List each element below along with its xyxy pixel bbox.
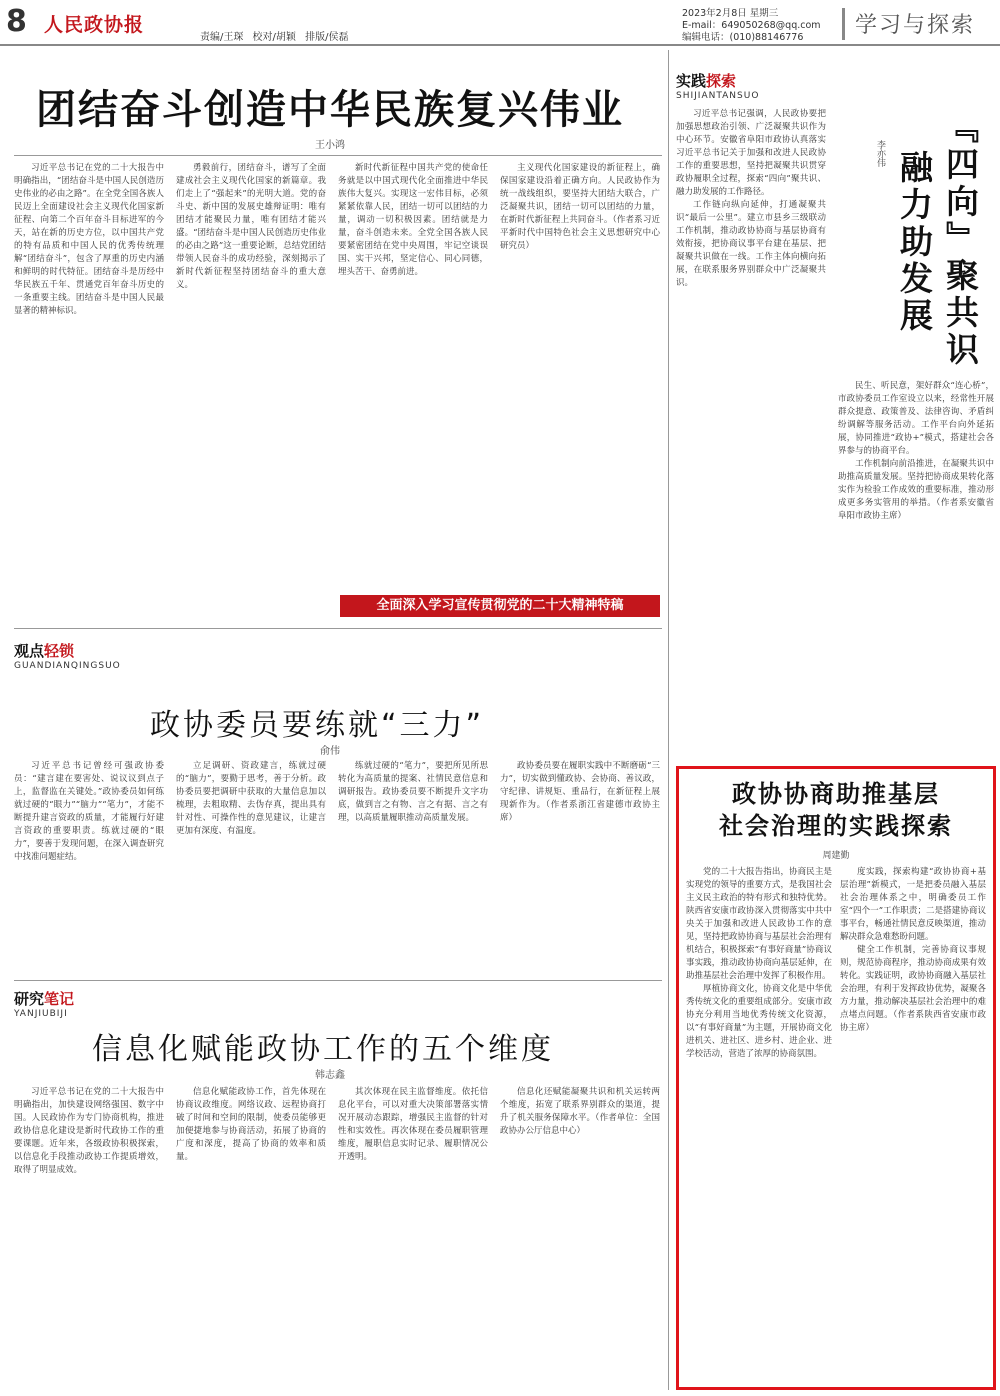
lead-paragraph: 习近平总书记在党的二十大报告中明确指出，“团结奋斗是中国人民创造历史伟业的必由之路”。在全党全国各族人民迈上全面建设社会主义现代化国家新征程、向第二个百年奋斗目标进军的今天，站在新的历史方位，以中国共产党的特有品质和中国人民的优秀传统理解“团结奋斗”，包含了厚重的历史内涵和鲜明的时代特征。团结奋斗是历经中华民族五千年、贯通党百年奋斗历史的一条重要主线。团结奋斗是中国人民最显著的精神标识。 bbox=[14, 163, 164, 316]
yanjiu-kicker bbox=[14, 988, 74, 1019]
page-number: 8 bbox=[6, 4, 27, 39]
featured-paragraph: 度实践，探索构建“政协协商+基层治理”新模式，一是把委员融入基层社会治理体系之中，明确委员工作室“四个一”工作职责；二是搭建协商议事平台，畅通社情民意反映渠道，推动解决群众急难愁盼问题。 bbox=[840, 867, 986, 942]
yanjiu-paragraph: 信息化赋能政协工作，首先体现在协商议政维度。网络议政、远程协商打破了时间和空间的限制，使委员能够更加便捷地参与协商活动，拓展了协商的广度和深度，提高了协商的效率和质量。 bbox=[176, 1087, 326, 1162]
yanjiu-byline: 韩志鑫 bbox=[315, 1070, 345, 1081]
guandian-column-1 bbox=[14, 760, 164, 970]
issue-date: 2023年2月8日 星期三 bbox=[682, 8, 779, 19]
featured-headline bbox=[686, 778, 986, 842]
kicker-prefix: 实践 bbox=[676, 72, 707, 90]
yanjiu-column-3 bbox=[338, 1086, 488, 1388]
lead-column-4 bbox=[500, 162, 660, 587]
yanjiu-paragraph: 其次体现在民主监督维度。依托信息化平台，可以对重大决策部署落实情况开展动态跟踪，增强民主监督的针对性和实效性。再次体现在委员履职管理维度，履职信息实时记录、履职情况公开透明。 bbox=[338, 1087, 488, 1162]
shijian-paragraph: 民生、听民意，架好群众“连心桥”，市政协委员工作室设立以来，经常性开展群众提意、政策普及、法律咨询、矛盾纠纷调解等服务活动。工作平台向外延拓展，协同推进“政协+”模式，搭建社会各界参与的协商平台。 bbox=[838, 381, 994, 456]
phone: 编辑电话：(010)88146776 bbox=[682, 32, 804, 43]
kicker-suffix: 轻锁 bbox=[44, 642, 75, 660]
lead-byline: 王小鸿 bbox=[315, 140, 345, 151]
lead-paragraph: 主义现代化国家建设的新征程上，确保国家建设沿着正确方向。人民政协作为统一战线组织，要坚持大团结大联合，广泛凝聚共识，团结一切可以团结的力量，在新时代新征程上共同奋斗。（作者系习近平新时代中国特色社会主义思想研究中心研究员） bbox=[500, 163, 660, 251]
shijian-column-1 bbox=[676, 108, 826, 748]
lead-rule bbox=[14, 155, 662, 156]
guandian-column-3 bbox=[338, 760, 488, 970]
lead-column-2 bbox=[176, 162, 326, 632]
guandian-column-4 bbox=[500, 760, 660, 970]
featured-byline: 周建勤 bbox=[822, 851, 850, 861]
featured-paragraph: 健全工作机制，完善协商议事规则，规范协商程序，推动协商成果有效转化。实践证明，政协协商融入基层社会治理，有利于发挥政协优势，凝聚各方力量，推动解决基层社会治理中的难点堵点问题。（作者系陕西省安康市政协主席） bbox=[840, 945, 986, 1033]
section-title: 学习与探索 bbox=[842, 8, 1000, 40]
shijian-paragraph: 习近平总书记强调，人民政协要把加强思想政治引领、广泛凝聚共识作为中心环节。安徽省阜阳市政协认真落实习近平总书记关于加强和改进人民政协工作的重要思想，坚持把凝聚共识贯穿政协履职全过程，探索“四向”聚共识、融力助发展的工作路径。 bbox=[676, 109, 826, 197]
kicker-prefix: 观点 bbox=[14, 642, 45, 660]
editors-line: 责编/王琛 校对/胡颖 排版/侯磊 bbox=[200, 32, 349, 43]
masthead-rule bbox=[0, 44, 1000, 46]
kicker-pinyin: SHIJIANTANSUO bbox=[676, 91, 760, 101]
featured-column-1 bbox=[686, 866, 832, 1384]
lead-paragraph: 勇毅前行，团结奋斗，谱写了全面建成社会主义现代化国家的新篇章。我们走上了“强起来”的光明大道。党的奋斗史、新中国的发展史雄辩证明：唯有团结才能聚民力量，唯有团结才能兴盛。“团结奋斗是中国人民创造历史伟业的必由之路”这一重要论断，总结党团结带领人民奋斗的成功经验，深刻揭示了新时代新征程坚持团结奋斗的重大意义。 bbox=[176, 163, 326, 290]
yanjiu-paragraph: 信息化还赋能凝聚共识和机关运转两个维度，拓宽了联系界别群众的渠道，提升了机关服务保障水平。（作者单位：全国政协办公厅信息中心） bbox=[500, 1087, 660, 1136]
guandian-paragraph: 立足调研、资政建言，练就过硬的“脑力”，要勤于思考，善于分析。政协委员要把调研中获取的大量信息加以梳理，去粗取精、去伪存真，提出具有针对性、可操作性的意见建议，让建言更加有深度、有温度。 bbox=[176, 761, 326, 836]
kicker-pinyin: YANJIUBIJI bbox=[14, 1009, 68, 1019]
email: E-mail：649050268@qq.com bbox=[682, 20, 821, 31]
featured-paragraph: 厚植协商文化，协商文化是中华优秀传统文化的重要组成部分。安康市政协充分利用当地优秀传统文化资源，以“有事好商量”为主题，开展协商文化进机关、进社区、进乡村、进企业、进学校活动，营造了浓厚的协商氛围。 bbox=[686, 984, 832, 1059]
yanjiu-headline: 信息化赋能政协工作的五个维度 bbox=[92, 1032, 554, 1067]
yanjiu-column-2 bbox=[176, 1086, 326, 1388]
lead-column-1 bbox=[14, 162, 164, 632]
masthead bbox=[0, 0, 1000, 44]
guandian-column-2 bbox=[176, 760, 326, 970]
shijian-title-line-2: 融力助发展 bbox=[895, 150, 934, 335]
section-rule bbox=[14, 628, 662, 629]
kicker-prefix: 研究 bbox=[14, 990, 45, 1008]
yanjiu-paragraph: 习近平总书记在党的二十大报告中明确指出，加快建设网络强国、数字中国。人民政协作为专门协商机构，推进政协信息化建设是新时代政协工作的重要课题。近年来，各级政协积极探索，以信息化手段推动政协工作提质增效，取得了明显成效。 bbox=[14, 1087, 164, 1175]
guandian-paragraph: 政协委员要在履职实践中不断磨砺“三力”，切实做到懂政协、会协商、善议政，守纪律、讲规矩、重品行，在新征程上展现新作为。（作者系浙江省建德市政协主席） bbox=[500, 761, 660, 823]
shijian-byline: 李亦伟 bbox=[875, 140, 885, 167]
yanjiu-column-1 bbox=[14, 1086, 164, 1388]
shijian-paragraph: 工作链向纵向延伸，打通凝聚共识“最后一公里”。建立市县乡三级联动工作机制，推动政协协商与基层协商有效衔接，把协商议事平台建在基层、把凝聚共识做在一线。工作主体向横向拓展，在联系服务界别群众中广泛凝聚共识。 bbox=[676, 200, 826, 288]
featured-headline-line-2: 社会治理的实践探索 bbox=[719, 811, 953, 840]
kicker-suffix: 探索 bbox=[706, 72, 737, 90]
kicker-suffix: 笔记 bbox=[44, 990, 75, 1008]
lead-paragraph: 新时代新征程中国共产党的使命任务就是以中国式现代化全面推进中华民族伟大复兴。实现这一宏伟目标，必须紧紧依靠人民，团结一切可以团结的力量，调动一切积极因素。团结就是力量，奋斗创造未来。全党全国各族人民要紧密团结在党中央周围，牢记空谈误国、实干兴邦，坚定信心、同心同德，埋头苦干、奋勇前进。 bbox=[338, 163, 488, 277]
featured-paragraph: 党的二十大报告指出，协商民主是实现党的领导的重要方式，是我国社会主义民主政治的特有形式和独特优势。陕西省安康市政协深入贯彻落实中共中央关于加强和改进人民政协工作的意见，坚持把政协协商与基层社会治理有机结合，积极探索“有事好商量”协商议事实践，推动政协协商向基层延伸，在助推基层社会治理中发挥了积极作用。 bbox=[686, 867, 832, 981]
newspaper-logo: 人民政协报 bbox=[44, 14, 145, 36]
special-banner: 全面深入学习宣传贯彻党的二十大精神特稿 bbox=[340, 595, 660, 617]
featured-column-2 bbox=[840, 866, 986, 1384]
guandian-headline: 政协委员要练就“三力” bbox=[150, 708, 485, 743]
guandian-paragraph: 习近平总书记曾经可强政协委员：“建言建在要害处、说议议到点子上，监督监在关键处。”政协委员如何练就过硬的“眼力”“脑力”“笔力”，才能不断提升建言资政的质量，才能履行好建言资政的重要职责。练就过硬的“眼力”，要善于发现问题，在深入调查研究中找准问题症结。 bbox=[14, 761, 164, 862]
shijian-kicker bbox=[676, 70, 759, 101]
guandian-kicker bbox=[14, 640, 121, 671]
section-rule bbox=[14, 980, 662, 981]
shijian-column-2 bbox=[838, 380, 994, 750]
guandian-byline: 俞伟 bbox=[320, 746, 340, 757]
kicker-pinyin: GUANDIANQINGSUO bbox=[14, 661, 121, 671]
lead-column-3 bbox=[338, 162, 488, 587]
contact-info bbox=[682, 8, 821, 44]
column-divider bbox=[668, 50, 669, 1390]
featured-headline-line-1: 政协协商助推基层 bbox=[732, 779, 940, 808]
shijian-title-line-1: 『四向』聚共识 bbox=[941, 110, 980, 369]
shijian-paragraph: 工作机制向前沿推进，在凝聚共识中助推高质量发展。坚持把协商成果转化落实作为检验工作成效的重要标准，推动形成更多务实管用的举措。（作者系安徽省阜阳市政协主席） bbox=[838, 459, 994, 521]
yanjiu-column-4 bbox=[500, 1086, 660, 1388]
guandian-paragraph: 练就过硬的“笔力”，要把所见所思转化为高质量的提案、社情民意信息和调研报告。政协委员要不断提升文字功底，做到言之有物、言之有据、言之有理，以高质量履职推动高质量发展。 bbox=[338, 761, 488, 823]
lead-headline: 团结奋斗创造中华民族复兴伟业 bbox=[36, 87, 624, 133]
